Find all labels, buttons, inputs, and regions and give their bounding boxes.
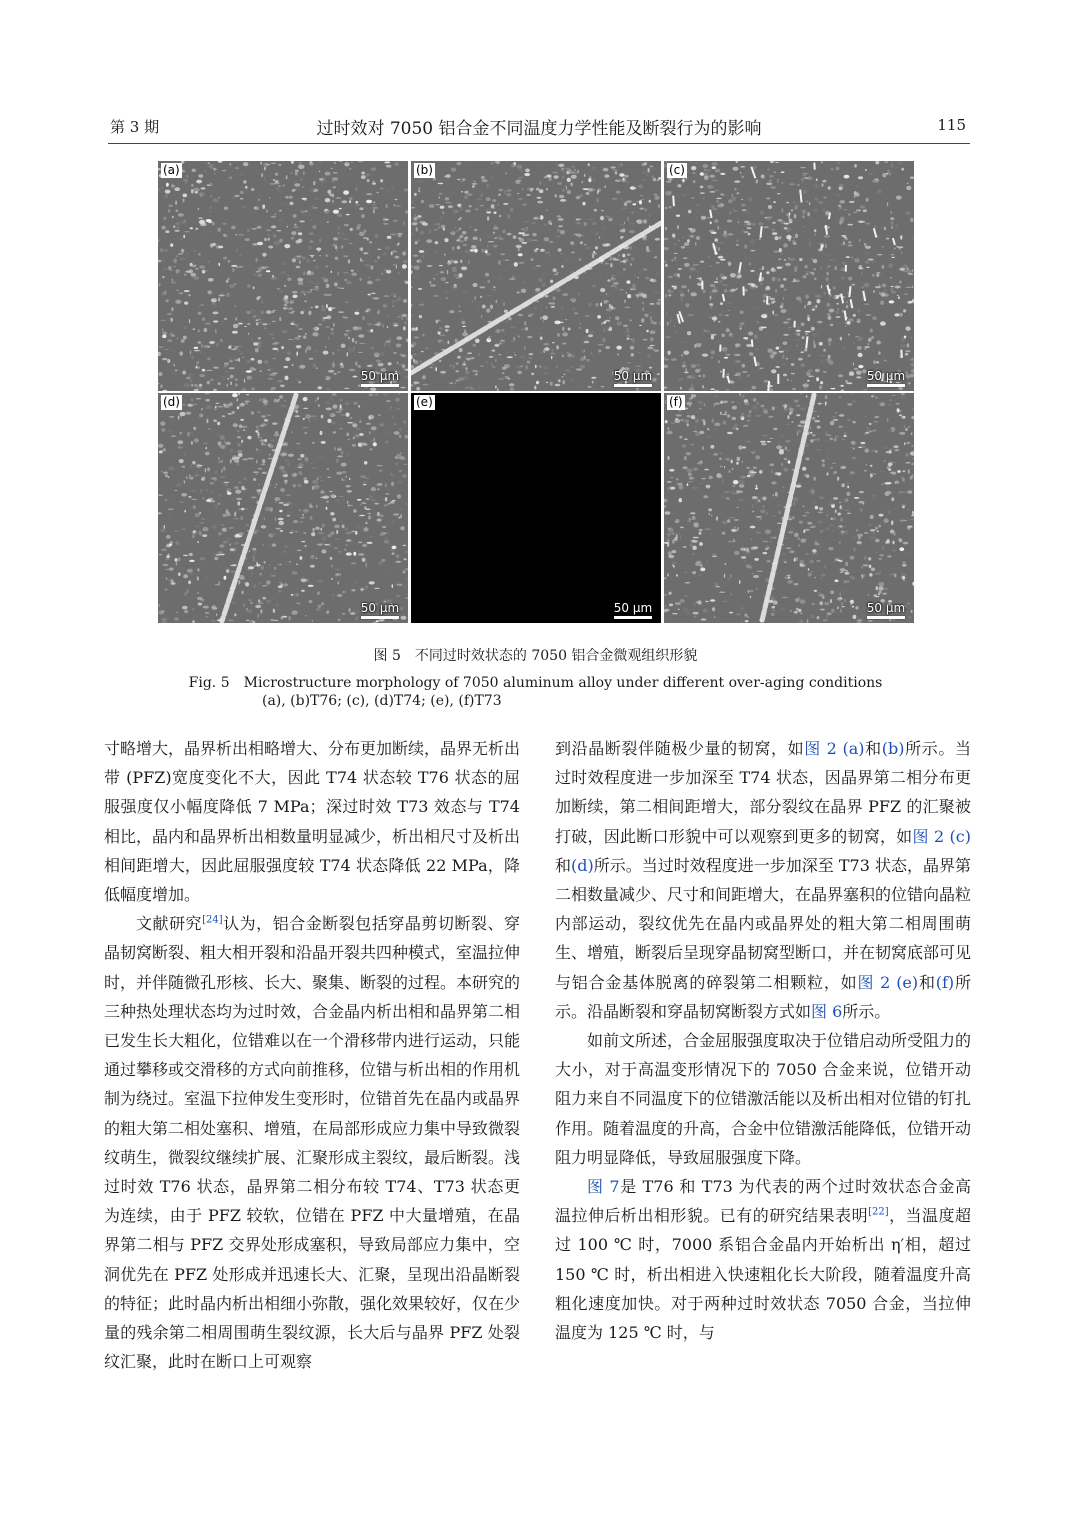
scale-label: 50 μm bbox=[613, 369, 653, 383]
figure-link[interactable]: (d) bbox=[571, 855, 594, 875]
figure-link[interactable]: 图 2 (c) bbox=[912, 826, 971, 846]
micrograph-e bbox=[411, 393, 661, 623]
scale-bar bbox=[358, 601, 402, 619]
micrograph-texture bbox=[158, 393, 408, 623]
micrograph-texture bbox=[664, 393, 914, 623]
issue-number: 第 3 期 bbox=[110, 118, 160, 136]
figure-link[interactable]: 图 7 bbox=[587, 1177, 620, 1197]
scale-label: 50 μm bbox=[866, 369, 906, 383]
panel-label: (c) bbox=[669, 163, 685, 177]
right-column bbox=[555, 734, 971, 1347]
scale-bar bbox=[864, 601, 908, 619]
panel-label: (b) bbox=[416, 163, 433, 177]
micrograph-f bbox=[664, 393, 914, 623]
micrograph-texture bbox=[158, 161, 408, 391]
micrograph-c bbox=[664, 161, 914, 391]
panel-label: (f) bbox=[669, 395, 683, 409]
page-number: 115 bbox=[937, 116, 966, 134]
figure-caption-cn: 图 5 不同过时效状态的 7050 铝合金微观组织形貌 bbox=[373, 648, 698, 664]
scale-label: 50 μm bbox=[360, 369, 400, 383]
micrograph-d bbox=[158, 393, 408, 623]
figure-link[interactable]: 图 6 bbox=[811, 1001, 843, 1021]
citation[interactable]: [24] bbox=[202, 914, 223, 926]
micrograph-texture bbox=[664, 161, 914, 391]
scale-bar bbox=[864, 369, 908, 387]
paragraph: 文献研究[24]认为，铝合金断裂包括穿晶剪切断裂、穿晶韧窝断裂、粗大相开裂和沿晶开裂共四种模式，室温拉伸时，并伴随微孔形核、长大、聚集、断裂的过程。本研究的三种热处理状态均为过时效，合金晶内析出相和晶界第二相已发生长大粗化，位错难以在一个滑移带内进行运动，只能通过攀移或交滑移的方式向前推移，位错与析出相的作用机制为绕过。室温下拉伸发生变形时，位错首先在晶内或晶界的粗大第二相处塞积、增殖，在局部形成应力集中导致微裂纹萌生，微裂纹继续扩展、汇聚形成主裂纹，最后断裂。浅过时效 T76 状态，晶界第二相分布较 T74、T73 状态更为连续，由于 PFZ 较软，位错在 PFZ 中大量增殖，在晶界第二相与 PFZ 交界处形成塞积，导致局部应力集中，空洞优先在 PFZ 处形成并迅速长大、汇聚，呈现出沿晶断裂的特征；此时晶内析出相细小弥散，强化效果较好，仅在少量的残余第二相周围萌生裂纹源，长大后与晶界 PFZ 处裂纹汇聚，此时在断口上可观察 bbox=[104, 914, 521, 1372]
figure-caption-sub: (a), (b)T76; (c), (d)T74; (e), (f)T73 bbox=[262, 693, 502, 709]
panel-label: (d) bbox=[163, 395, 180, 409]
figure-link[interactable]: 图 2 (a) bbox=[804, 739, 865, 758]
panel-label: (e) bbox=[416, 395, 433, 409]
figure-5 bbox=[158, 161, 914, 623]
paragraph: 图 7是 T76 和 T73 为代表的两个过时效状态合金高温拉伸后析出相形貌。已有的研究结果表明[22]，当温度超过 100 ℃ 时，7000 系铝合金晶内开始析出 η′相，超过 150 ℃ 时，析出相进入快速粗化长大阶段，随着温度升高粗化速度加快。对于两种过时效状态 7050 合金，当拉伸温度为 125 ℃ 时，与 bbox=[555, 1177, 971, 1343]
figure-link[interactable]: (b) bbox=[881, 739, 905, 758]
micrograph-texture bbox=[411, 161, 661, 391]
paragraph: 寸略增大，晶界析出相略增大、分布更加断续，晶界无析出带 (PFZ)宽度变化不大，因此 T74 状态较 T76 状态的屈服强度仅小幅度降低 7 MPa；深过时效 T73 效态与 T74 相比，晶内和晶界析出相数量明显减少，析出相尺寸及析出相间距增大，因此屈服强度较 T74 状态降低 22 MPa，降低幅度增加。 bbox=[104, 739, 521, 905]
running-title: 过时效对 7050 铝合金不同温度力学性能及断裂行为的影响 bbox=[316, 119, 762, 139]
paragraph: 到沿晶断裂伴随极少量的韧窝，如图 2 (a)和(b)所示。当过时效程度进一步加深至 T74 状态，因晶界第二相分布更加断续，第二相间距增大，部分裂纹在晶界 PFZ 的汇聚被打破，因此断口形貌中可以观察到更多的韧窝，如图 2 (c)和(d)所示。当过时效程度进一步加深至 T73 状态，晶界第二相数量减少、尺寸和间距增大，在晶界塞积的位错向晶粒内部运动，裂纹优先在晶内或晶界处的粗大第二相周围萌生、增殖，断裂后呈现穿晶韧窝型断口，并在韧窝底部可见与铝合金基体脱离的碎裂第二相颗粒，如图 2 (e)和(f)所示。沿晶断裂和穿晶韧窝断裂方式如图 6所示。 bbox=[555, 739, 972, 1021]
citation[interactable]: [22] bbox=[868, 1206, 889, 1218]
scale-bar bbox=[611, 369, 655, 387]
figure-link[interactable]: (f) bbox=[935, 972, 955, 992]
left-column bbox=[104, 734, 520, 1376]
scale-label: 50 μm bbox=[613, 601, 653, 615]
paragraph: 如前文所述，合金屈服强度取决于位错启动所受阻力的大小，对于高温变形情况下的 7050 合金来说，位错开动阻力来自不同温度下的位错激活能以及析出相对位错的钉扎作用。随着温度的升高，合金中位错激活能降低，位错开动阻力明显降低，导致屈服强度下降。 bbox=[555, 1031, 972, 1167]
figure-link[interactable]: 图 2 (e) bbox=[857, 972, 919, 992]
figure-caption-en: Fig. 5 Microstructure morphology of 7050 aluminum alloy under different over-aging conditions bbox=[188, 675, 883, 691]
scale-label: 50 μm bbox=[866, 601, 906, 615]
micrograph-a bbox=[158, 161, 408, 391]
scale-bar bbox=[611, 601, 655, 619]
scale-bar bbox=[358, 369, 402, 387]
running-header bbox=[108, 112, 970, 144]
micrograph-b bbox=[411, 161, 661, 391]
panel-label: (a) bbox=[163, 163, 180, 177]
scale-label: 50 μm bbox=[360, 601, 400, 615]
